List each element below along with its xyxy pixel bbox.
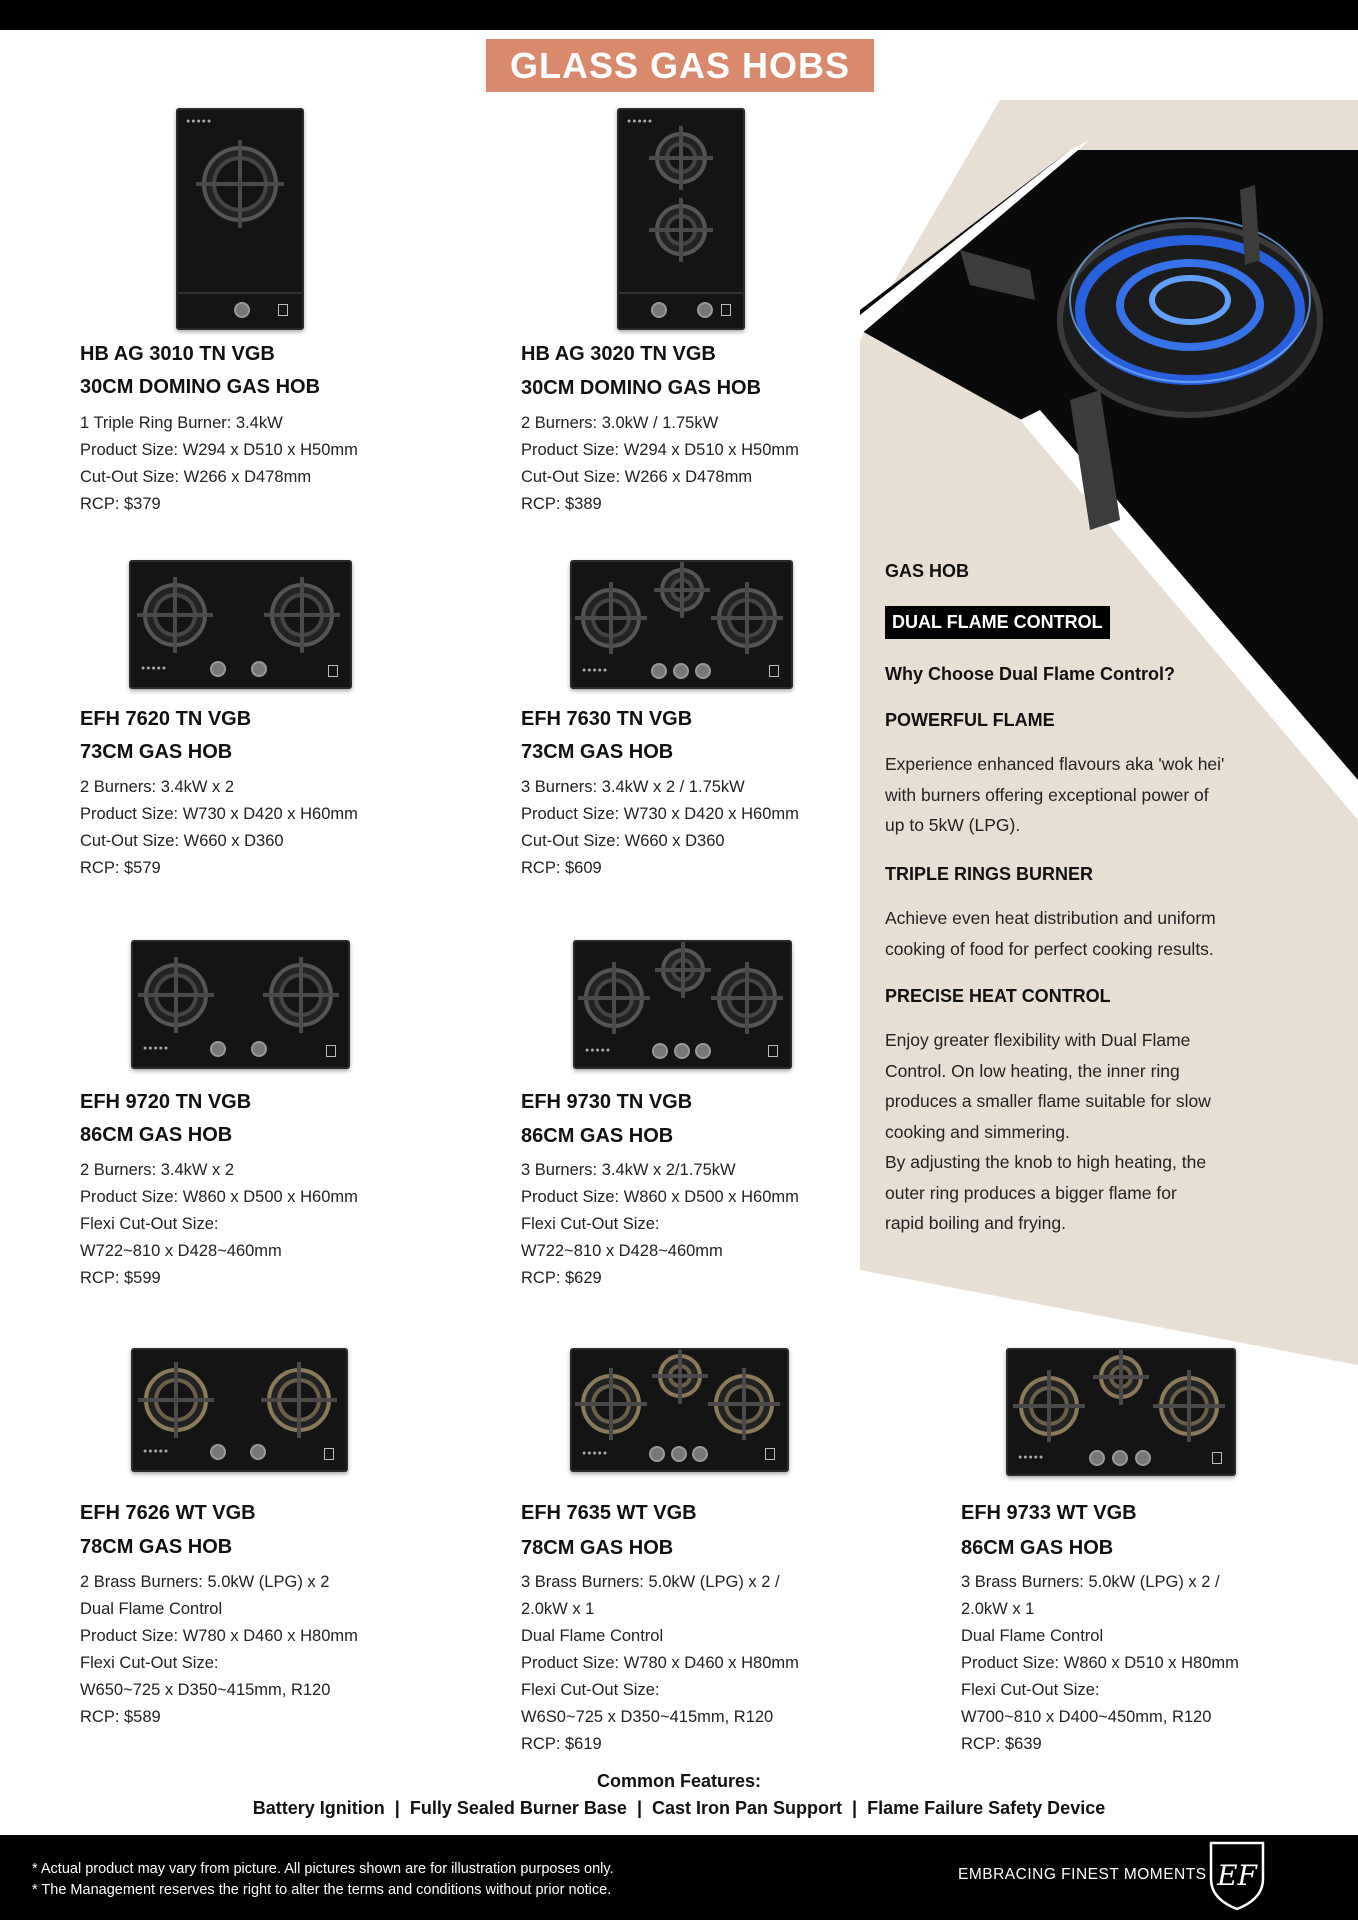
- spec-line: W650~725 x D350~415mm, R120: [80, 1681, 331, 1699]
- spec-line: RCP: $619: [521, 1735, 602, 1753]
- product-specs: [521, 1569, 799, 1758]
- pan-support: [745, 582, 749, 654]
- spec-line: Product Size: W860 x D510 x H80mm: [961, 1654, 1239, 1672]
- section-title-powerful-flame: POWERFUL FLAME: [885, 710, 1055, 730]
- indicator-dots: ●●●●●: [143, 1045, 170, 1052]
- control-knob-icon: [250, 1444, 266, 1460]
- pan-support: [300, 577, 304, 653]
- product-specs: [80, 1569, 358, 1731]
- product-image: [573, 940, 792, 1069]
- spec-line: 2.0kW x 1: [521, 1600, 595, 1618]
- control-knob-icon: [649, 1446, 665, 1462]
- control-knob-icon: [671, 1446, 687, 1462]
- spec-line: 3 Burners: 3.4kW x 2 / 1.75kW: [521, 778, 745, 796]
- spec-line: Dual Flame Control: [961, 1627, 1104, 1645]
- product-model: EFH 9720 TN VGB: [80, 1091, 252, 1113]
- product-specs: [80, 410, 358, 518]
- ef-shield-logo: [1208, 1839, 1266, 1913]
- spec-line: Flexi Cut-Out Size:: [521, 1681, 660, 1699]
- spec-line: Cut-Out Size: W660 x D360: [80, 832, 284, 850]
- spec-line: Flexi Cut-Out Size:: [80, 1654, 219, 1672]
- spec-line: Product Size: W860 x D500 x H60mm: [521, 1188, 799, 1206]
- control-knob-icon: [210, 1041, 226, 1057]
- product-model: HB AG 3020 TN VGB: [521, 343, 716, 365]
- product-name: 86CM GAS HOB: [80, 1124, 233, 1146]
- pan-support: [609, 1368, 613, 1440]
- spec-line: W722~810 x D428~460mm: [80, 1242, 282, 1260]
- product-model: EFH 7620 TN VGB: [80, 708, 252, 730]
- indicator-dots: ●●●●●: [582, 667, 609, 674]
- control-knob-icon: [234, 302, 250, 318]
- product-model: EFH 7626 WT VGB: [80, 1502, 256, 1524]
- feature-separator: |: [389, 1798, 405, 1818]
- product-specs: [521, 774, 799, 882]
- product-name: 30CM DOMINO GAS HOB: [80, 376, 321, 398]
- product-name: 78CM GAS HOB: [80, 1536, 233, 1558]
- feature-item: Battery Ignition: [252, 1798, 385, 1818]
- pan-support: [678, 1348, 682, 1404]
- brand-logo-icon: [324, 1448, 334, 1460]
- spec-line: RCP: $639: [961, 1735, 1042, 1753]
- section-title-triple-rings: TRIPLE RINGS BURNER: [885, 864, 1094, 884]
- product-image: [1006, 1348, 1236, 1476]
- product-image: [570, 1348, 789, 1472]
- spec-line: 2 Burners: 3.0kW / 1.75kW: [521, 414, 719, 432]
- product-specs: [80, 774, 358, 882]
- common-features-list: [0, 1798, 1358, 1819]
- spec-line: RCP: $579: [80, 859, 161, 877]
- page-title: GLASS GAS HOBS: [486, 39, 874, 92]
- product-image: [570, 560, 793, 689]
- control-knob-icon: [674, 1043, 690, 1059]
- spec-line: RCP: $599: [80, 1269, 161, 1287]
- pan-support: [1119, 1349, 1123, 1405]
- control-knob-icon: [651, 663, 667, 679]
- spec-line: W6S0~725 x D350~415mm, R120: [521, 1708, 774, 1726]
- product-name: 73CM GAS HOB: [521, 741, 674, 763]
- pan-support: [174, 957, 178, 1033]
- pan-support: [681, 942, 685, 998]
- side-question: Why Choose Dual Flame Control?: [885, 664, 1176, 684]
- dual-flame-badge: DUAL FLAME CONTROL: [885, 606, 1110, 639]
- section-text-triple-rings: Achieve even heat distribution and uniform cooking of food for perfect cooking results.: [885, 908, 1216, 959]
- pan-support: [1187, 1370, 1191, 1442]
- pan-support: [612, 962, 616, 1034]
- product-image: [131, 1348, 348, 1472]
- control-knob-icon: [651, 302, 667, 318]
- product-specs: [961, 1569, 1239, 1758]
- product-model: HB AG 3010 TN VGB: [80, 343, 275, 365]
- spec-line: Product Size: W294 x D510 x H50mm: [521, 441, 799, 459]
- control-knob-icon: [210, 661, 226, 677]
- feature-item: Flame Failure Safety Device: [867, 1798, 1106, 1818]
- top-bar: [0, 0, 1358, 30]
- spec-line: RCP: $589: [80, 1708, 161, 1726]
- spec-line: 2 Burners: 3.4kW x 2: [80, 1161, 235, 1179]
- common-features-title: Common Features:: [596, 1771, 762, 1791]
- pan-support: [679, 126, 683, 190]
- feature-separator: |: [847, 1798, 863, 1818]
- pan-support: [742, 1368, 746, 1440]
- spec-line: Product Size: W780 x D460 x H80mm: [80, 1627, 358, 1645]
- product-image: [617, 108, 745, 330]
- footer-note: * The Management reserves the right to alter the terms and conditions without prior notice.: [32, 1882, 612, 1898]
- feature-item: Cast Iron Pan Support: [652, 1798, 843, 1818]
- pan-support: [680, 562, 684, 618]
- spec-line: Flexi Cut-Out Size:: [961, 1681, 1100, 1699]
- control-knob-icon: [251, 661, 267, 677]
- section-title-precise-heat: PRECISE HEAT CONTROL: [885, 986, 1111, 1006]
- spec-line: Cut-Out Size: W660 x D360: [521, 832, 725, 850]
- indicator-dots: ●●●●●: [585, 1047, 612, 1054]
- spec-line: 3 Brass Burners: 5.0kW (LPG) x 2 /: [961, 1573, 1220, 1591]
- footer-slogan: EMBRACING FINEST MOMENTS: [958, 1866, 1207, 1883]
- spec-line: RCP: $389: [521, 495, 602, 513]
- brand-logo-icon: [721, 304, 731, 316]
- footer-note: * Actual product may vary from picture. All pictures shown are for illustration purposes only.: [32, 1861, 614, 1877]
- spec-line: RCP: $379: [80, 495, 161, 513]
- spec-line: W722~810 x D428~460mm: [521, 1242, 723, 1260]
- control-knob-icon: [695, 1043, 711, 1059]
- product-model: EFH 9733 WT VGB: [961, 1502, 1137, 1524]
- product-image: [129, 560, 352, 689]
- indicator-dots: ●●●●●: [627, 118, 654, 125]
- spec-line: 1 Triple Ring Burner: 3.4kW: [80, 414, 283, 432]
- pan-support: [1047, 1370, 1051, 1442]
- product-name: 78CM GAS HOB: [521, 1537, 674, 1559]
- side-heading: GAS HOB: [885, 561, 970, 581]
- control-knob-icon: [692, 1446, 708, 1462]
- control-knob-icon: [695, 663, 711, 679]
- spec-line: Product Size: W780 x D460 x H80mm: [521, 1654, 799, 1672]
- brand-logo-icon: [328, 665, 338, 677]
- indicator-dots: ●●●●●: [186, 118, 213, 125]
- footer-notes: [32, 1859, 614, 1901]
- control-knob-icon: [1089, 1450, 1105, 1466]
- control-knob-icon: [1135, 1450, 1151, 1466]
- control-knob-icon: [1112, 1450, 1128, 1466]
- control-knob-icon: [652, 1043, 668, 1059]
- product-model: EFH 7635 WT VGB: [521, 1502, 697, 1524]
- pan-support: [238, 140, 242, 228]
- svg-text:EF: EF: [1217, 1859, 1257, 1892]
- pan-support: [609, 582, 613, 654]
- spec-line: 2.0kW x 1: [961, 1600, 1035, 1618]
- brand-logo-icon: [765, 1448, 775, 1460]
- control-knob-icon: [251, 1041, 267, 1057]
- brand-logo-icon: [768, 1045, 778, 1057]
- product-specs: [521, 1157, 799, 1292]
- product-name: 30CM DOMINO GAS HOB: [521, 377, 762, 399]
- spec-line: Product Size: W294 x D510 x H50mm: [80, 441, 358, 459]
- spec-line: RCP: $609: [521, 859, 602, 877]
- spec-line: Product Size: W730 x D420 x H60mm: [80, 805, 358, 823]
- product-model: EFH 7630 TN VGB: [521, 708, 693, 730]
- pan-support: [299, 957, 303, 1033]
- spec-line: Product Size: W730 x D420 x H60mm: [521, 805, 799, 823]
- pan-support: [297, 1362, 301, 1438]
- product-image: [131, 940, 350, 1069]
- section-text-precise-heat: Enjoy greater flexibility with Dual Flame Control. On low heating, the inner ring produces a smaller flame suitable for slow cooking and simmering. By adjusting the knob to high heating, the outer ring produces a bigger flame for rapid boiling and frying.: [885, 1030, 1211, 1233]
- indicator-dots: ●●●●●: [1018, 1454, 1045, 1461]
- brand-logo-icon: [1212, 1452, 1222, 1464]
- spec-line: Dual Flame Control: [521, 1627, 664, 1645]
- spec-line: 2 Burners: 3.4kW x 2: [80, 778, 235, 796]
- spec-line: Cut-Out Size: W266 x D478mm: [80, 468, 312, 486]
- spec-line: 2 Brass Burners: 5.0kW (LPG) x 2: [80, 1573, 330, 1591]
- indicator-dots: ●●●●●: [141, 665, 168, 672]
- product-specs: [521, 410, 799, 518]
- product-image: [176, 108, 304, 330]
- spec-line: 3 Burners: 3.4kW x 2/1.75kW: [521, 1161, 736, 1179]
- pan-support: [173, 577, 177, 653]
- panel-divider: [178, 292, 302, 294]
- product-name: 86CM GAS HOB: [521, 1125, 674, 1147]
- product-specs: [80, 1157, 358, 1292]
- feature-item: Fully Sealed Burner Base: [409, 1798, 627, 1818]
- control-knob-icon: [697, 302, 713, 318]
- brand-logo-icon: [769, 665, 779, 677]
- footer: [0, 1835, 1358, 1920]
- control-knob-icon: [673, 663, 689, 679]
- indicator-dots: ●●●●●: [143, 1448, 170, 1455]
- brand-logo-icon: [326, 1045, 336, 1057]
- brand-logo-icon: [278, 304, 288, 316]
- spec-line: 3 Brass Burners: 5.0kW (LPG) x 2 /: [521, 1573, 780, 1591]
- spec-line: Flexi Cut-Out Size:: [521, 1215, 660, 1233]
- feature-separator: |: [631, 1798, 647, 1818]
- section-text-powerful-flame: Experience enhanced flavours aka 'wok hei' with burners offering exceptional power of up to 5kW (LPG).: [885, 754, 1225, 835]
- indicator-dots: ●●●●●: [582, 1450, 609, 1457]
- product-model: EFH 9730 TN VGB: [521, 1091, 693, 1113]
- spec-line: Cut-Out Size: W266 x D478mm: [521, 468, 753, 486]
- spec-line: Product Size: W860 x D500 x H60mm: [80, 1188, 358, 1206]
- pan-support: [745, 962, 749, 1034]
- spec-line: Dual Flame Control: [80, 1600, 223, 1618]
- spec-line: W700~810 x D400~450mm, R120: [961, 1708, 1212, 1726]
- spec-line: Flexi Cut-Out Size:: [80, 1215, 219, 1233]
- pan-support: [679, 198, 683, 262]
- panel-divider: [619, 292, 743, 294]
- product-name: 86CM GAS HOB: [961, 1537, 1114, 1559]
- control-knob-icon: [210, 1444, 226, 1460]
- spec-line: RCP: $629: [521, 1269, 602, 1287]
- pan-support: [174, 1362, 178, 1438]
- product-name: 73CM GAS HOB: [80, 741, 233, 763]
